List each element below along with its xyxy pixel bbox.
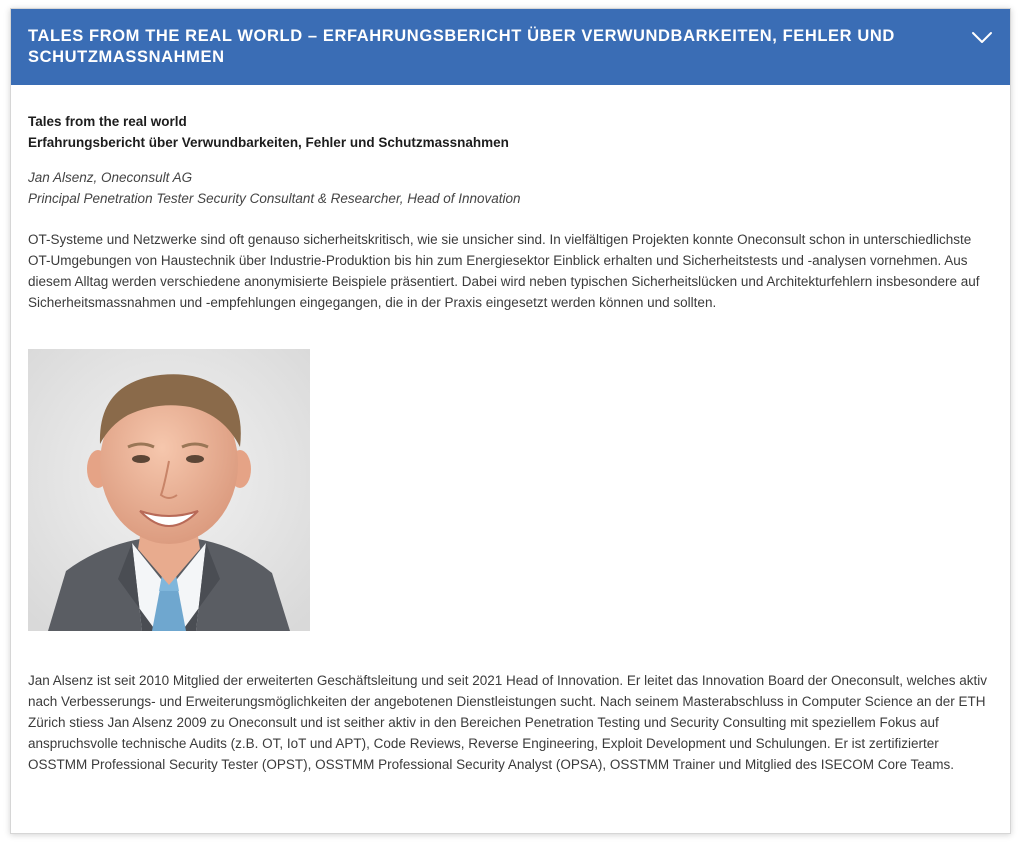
session-title-line1: Tales from the real world	[28, 114, 187, 129]
accordion-header[interactable]	[11, 9, 1010, 85]
session-abstract: OT-Systeme und Netzwerke sind oft genauso sicherheitskritisch, wie sie unsicher sind. In vielfältigen Projekten konnte Oneconsult schon in unterschiedlichste OT-Umgebungen von Haustechnik über Industrie-Produktion bis hin zum Energiesektor Einblick erhalten und Sicherheitstests und -analysen vornehmen. Aus diesem Alltag werden verschiedene anonymisierte Beispiele präsentiert. Dabei wird neben typischen Sicherheitslücken und Architekturfehlern insbesondere auf Sicherheitsmassnahmen und -empfehlungen eingegangen, die in der Praxis eingesetzt werden können und sollten.	[28, 232, 980, 310]
speaker-name: Jan Alsenz, Oneconsult AG	[28, 170, 193, 185]
speaker-info	[28, 167, 993, 209]
chevron-down-icon[interactable]	[970, 25, 994, 49]
speaker-portrait	[28, 349, 310, 631]
session-accordion	[10, 8, 1011, 834]
session-title-line2: Erfahrungsbericht über Verwundbarkeiten, Fehler und Schutzmassnahmen	[28, 135, 509, 150]
speaker-bio: Jan Alsenz ist seit 2010 Mitglied der erweiterten Geschäftsleitung und seit 2021 Head of Innovation. Er leitet das Innovation Board der Oneconsult, welches aktiv nach Verbesserungs- und Erweiterungsmöglichkeiten der angebotenen Dienstleistungen sucht. Nach seinem Masterabschluss in Computer Science an der ETH Zürich stiess Jan Alsenz 2009 zu Oneconsult und ist seither aktiv in den Bereichen Penetration Testing und Security Consulting mit speziellem Fokus auf anspruchsvolle technische Audits (z.B. OT, IoT und APT), Code Reviews, Reverse Engineering, Exploit Development und Schulungen. Er ist zertifizierter OSSTMM Professional Security Tester (OPST), OSSTMM Professional Security Analyst (OPSA), OSSTMM Trainer und Mitglied des ISECOM Core Teams.	[28, 673, 988, 772]
speaker-role: Principal Penetration Tester Security Consultant & Researcher, Head of Innovation	[28, 191, 521, 206]
session-title	[28, 111, 993, 153]
accordion-body	[11, 85, 1010, 775]
accordion-title[interactable]: TALES FROM THE REAL WORLD – ERFAHRUNGSBERICHT ÜBER VERWUNDBARKEITEN, FEHLER UND SCHUTZMASSNAHMEN	[28, 27, 895, 66]
